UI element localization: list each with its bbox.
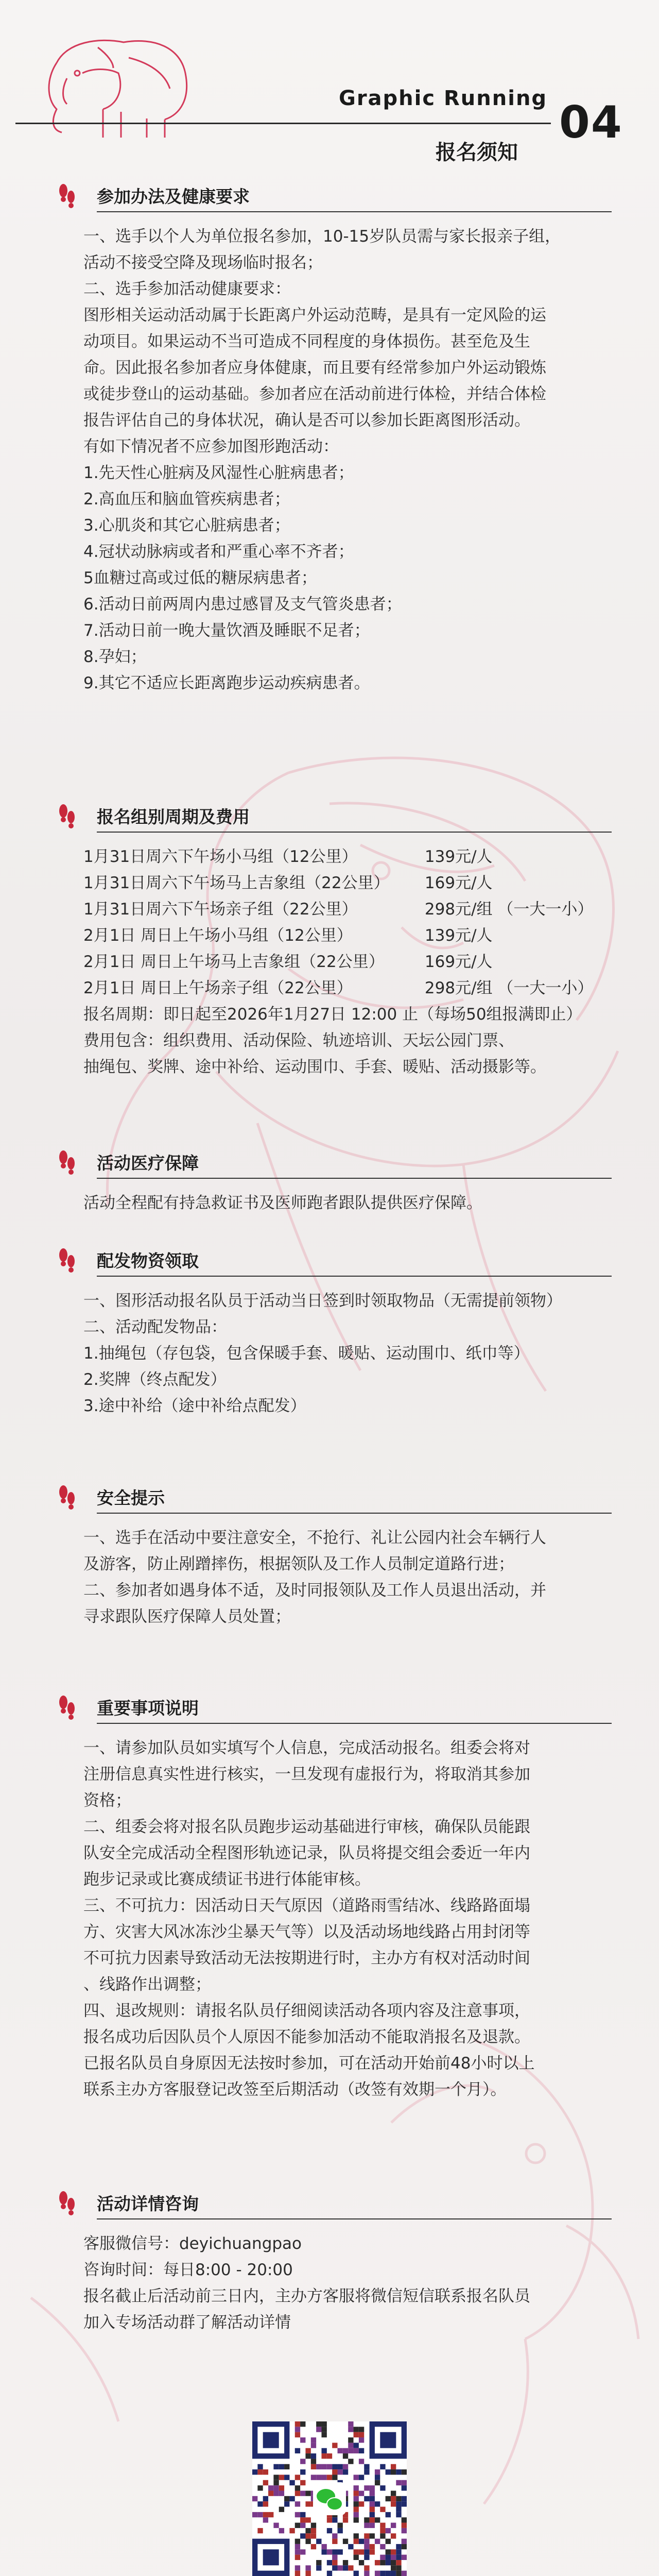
text-line: 动项目。如果运动不当可造成不同程度的身体损伤。甚至危及生 [83,332,530,351]
schedule-name: 1月31日周六下午场亲子组（22公里） [83,900,358,919]
schedule-price: 169元/人 [424,874,493,892]
text-line: 报名周期：即日起至2026年1月27日 12:00 止（每场50组报满即止） [83,1005,582,1024]
text-line: 一、请参加队员如实填写个人信息，完成活动报名。组委会将对 [83,1739,530,1757]
schedule-row [67,844,613,870]
schedule-name: 2月1日 周日上午场亲子组（22公里） [83,979,353,997]
section-header [67,1146,613,1178]
section-important-notes [67,1691,613,2103]
schedule-list [67,844,613,1002]
section-supplies [67,1244,613,1419]
schedule-row [67,923,613,949]
text-line: 跑步记录或比赛成绩证书进行体能审核。 [83,1870,371,1889]
section-schedule-fees [67,800,613,1080]
text-line: 报告评估自己的身体状况，确认是否可以参加长距离图形活动。 [83,411,530,430]
text-line: 资格； [83,1791,131,1810]
schedule-name: 1月31日周六下午场马上吉象组（22公里） [83,874,390,892]
schedule-price: 139元/人 [424,926,493,945]
section-body [67,1735,613,2103]
section-body [67,1288,613,1419]
text-line: 一、图形活动报名队员于活动当日签到时领取物品（无需提前领物） [83,1292,562,1310]
schedule-name: 1月31日周六下午场小马组（12公里） [83,848,358,866]
section-title: 配发物资领取 [97,1250,199,1271]
text-line: 1.先天性心脏病及风湿性心脏病患者； [83,464,354,482]
schedule-row [67,975,613,1002]
text-line: 2.高血压和脑血管疾病患者； [83,490,290,509]
text-line: 1.抽绳包（存包袋，包含保暖手套、暖贴、运动围巾、纸巾等） [83,1344,530,1363]
section-divider [97,1276,612,1277]
footprints-icon [57,2190,77,2218]
text-line: 寻求跟队医疗保障人员处置； [83,1607,291,1626]
header-title: Graphic Running [339,87,548,110]
text-line: 命。因此报名参加者应身体健康，而且要有经常参加户外运动锻炼 [83,359,546,377]
text-line: 联系主办方客服登记改签至后期活动（改签有效期一个月）。 [83,2080,507,2099]
text-line: 有如下情况者不应参加图形跑活动： [83,437,339,456]
footprints-icon [57,1149,77,1178]
section-body [67,224,613,697]
section-title: 参加办法及健康要求 [97,186,250,207]
footprints-icon [57,803,77,832]
footprints-icon [57,1247,77,1276]
text-line: 二、选手参加活动健康要求： [83,280,291,298]
text-line: 活动全程配有持急救证书及医师跑者跟队提供医疗保障。 [83,1194,482,1212]
text-line: 6.活动日前两周内患过感冒及支气管炎患者； [83,595,402,614]
text-line: 图形相关运动活动属于长距离户外运动范畴，是具有一定风险的运 [83,306,546,325]
section-divider [97,2218,612,2219]
schedule-price: 298元/组 （一大一小） [424,979,594,997]
section-header [67,1481,613,1513]
section-header [67,1691,613,1723]
section-body [67,1002,613,1080]
section-header [67,2187,613,2218]
text-line: 或徒步登山的运动基础。参加者应在活动前进行体检，并结合体检 [83,385,546,403]
text-line: 二、参加者如遇身体不适，及时同报领队及工作人员退出活动，并 [83,1581,546,1600]
text-line: 客服微信号：deyichuangpao [83,2234,302,2253]
footprints-icon [57,1694,77,1723]
text-line: 2.奖牌（终点配发） [83,1370,227,1389]
section-medical [67,1146,613,1216]
text-line: 7.活动日前一晚大量饮酒及睡眠不足者； [83,621,370,640]
text-line: 队安全完成活动全程图形轨迹记录，队员将提交组会委近一年内 [83,1844,530,1862]
section-title: 活动详情咨询 [97,2193,199,2214]
text-line: 活动不接受空降及现场临时报名； [83,253,323,272]
section-divider [97,1178,612,1179]
section-title: 活动医疗保障 [97,1153,199,1173]
footprints-icon [57,182,77,211]
text-line: 4.冠状动脉病或者和严重心率不齐者； [83,543,354,561]
schedule-name: 2月1日 周日上午场小马组（12公里） [83,926,353,945]
footprints-icon [57,1484,77,1513]
schedule-price: 139元/人 [424,848,493,866]
header-number: 04 [559,97,623,148]
section-safety [67,1481,613,1630]
text-line: 抽绳包、奖牌、途中补给、运动围巾、手套、暖贴、活动摄影等。 [83,1058,546,1076]
header-divider [15,123,551,124]
text-line: 加入专场活动群了解活动详情 [83,2313,291,2332]
text-line: 5血糖过高或过低的糖尿病患者； [83,569,317,587]
text-line: 3.心肌炎和其它心脏病患者； [83,516,290,535]
schedule-row [67,896,613,923]
section-body [67,2231,613,2336]
section-divider [97,211,612,212]
text-line: 四、退改规则：请报名队员仔细阅读活动各项内容及注意事项， [83,2002,530,2020]
text-line: 方、灾害大风冰冻沙尘暴天气等）以及活动场地线路占用封闭等 [83,1923,530,1941]
section-divider [97,832,612,833]
schedule-price: 298元/组 （一大一小） [424,900,594,919]
section-divider [97,1723,612,1724]
text-line: 一、选手以个人为单位报名参加，10-15岁队员需与家长报亲子组， [83,227,561,246]
schedule-row [67,870,613,896]
section-body [67,1525,613,1630]
text-line: 3.途中补给（途中补给点配发） [83,1397,306,1415]
text-line: 咨询时间：每日8:00 - 20:00 [83,2261,293,2279]
section-title: 安全提示 [97,1487,165,1508]
text-line: 注册信息真实性进行核实，一旦发现有虚报行为，将取消其参加 [83,1765,530,1784]
schedule-name: 2月1日 周日上午场马上吉象组（22公里） [83,953,385,971]
schedule-price: 169元/人 [424,953,493,971]
text-line: 二、活动配发物品： [83,1318,227,1336]
text-line: 报名截止后活动前三日内，主办方客服将微信短信联系报名队员 [83,2287,530,2306]
text-line: 、线路作出调整； [83,1975,211,1994]
text-line: 已报名队员自身原因无法按时参加，可在活动开始前48小时以上 [83,2054,535,2073]
text-line: 三、不可抗力：因活动日天气原因（道路雨雪结冰、线路路面塌 [83,1896,530,1915]
section-header [67,800,613,832]
section-title: 重要事项说明 [97,1698,199,1718]
elephant-logo-icon [36,27,206,145]
schedule-row [67,949,613,975]
text-line: 不可抗力因素导致活动无法按期进行时，主办方有权对活动时间 [83,1949,530,1968]
header-subtitle: 报名须知 [436,141,518,164]
text-line: 9.其它不适应长距离跑步运动疾病患者。 [83,674,370,692]
section-contact [67,2187,613,2336]
text-line: 二、组委会将对报名队员跑步运动基础进行审核，确保队员能跟 [83,1818,530,1836]
section-header [67,179,613,211]
text-line: 报名成功后因队员个人原因不能参加活动不能取消报名及退款。 [83,2028,530,2046]
text-line: 费用包含：组织费用、活动保险、轨迹培训、天坛公园门票、 [83,1031,514,1050]
text-line: 8.孕妇； [83,648,147,666]
section-body [67,1190,613,1216]
text-line: 及游客，防止剐蹭摔伤，根据领队及工作人员制定道路行进； [83,1555,514,1573]
section-title: 报名组别周期及费用 [97,806,250,827]
section-header [67,1244,613,1276]
section-participation [67,179,613,697]
text-line: 一、选手在活动中要注意安全，不抢行、礼让公园内社会车辆行人 [83,1529,546,1547]
wechat-qr-code[interactable] [252,2421,407,2576]
section-divider [97,1513,612,1514]
